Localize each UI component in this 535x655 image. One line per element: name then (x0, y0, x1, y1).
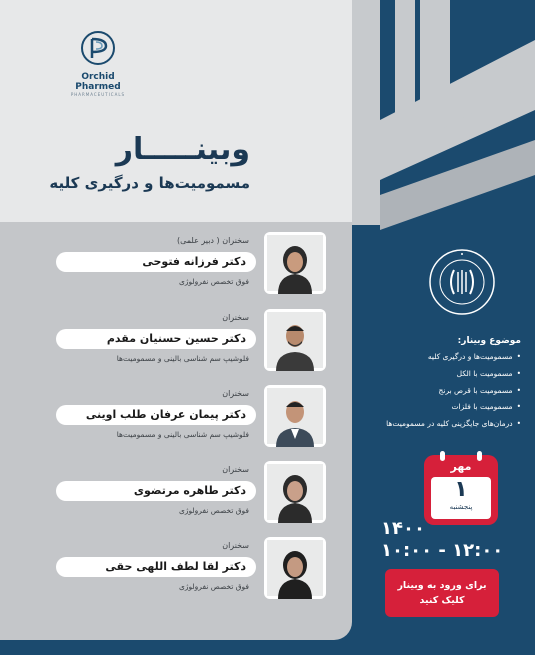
speaker-card (0, 385, 352, 455)
nephrology-society-logo (428, 248, 496, 316)
speaker-description: فوق تخصص نفرولوژی (179, 277, 249, 286)
person-icon (264, 461, 326, 523)
speaker-name: دکتر فرزانه فتوحی (142, 255, 246, 268)
topic-item: • مسمومیت با فلزات (371, 402, 521, 412)
topic-item: • مسمومیت با قرص برنج (371, 386, 521, 396)
calendar-day-box (431, 477, 491, 519)
speaker-name: دکتر پیمان عرفان طلب اوینی (85, 408, 246, 421)
speaker-role: سخنران (222, 465, 249, 474)
brand-tagline: PHARMACEUTICALS (70, 92, 126, 97)
topics-list (371, 352, 521, 436)
speaker-role: سخنران (222, 541, 249, 550)
topic-item: • درمان‌های جایگزینی کلیه در مسمومیت‌ها (371, 419, 521, 429)
speaker-photo (264, 309, 326, 371)
brand-logo (58, 30, 138, 97)
speaker-description: فلوشیپ سم شناسی بالینی و مسمومیت‌ها (116, 430, 249, 439)
speaker-photo (264, 385, 326, 447)
speaker-photo (264, 537, 326, 599)
calendar-weekday: پنجشنبه (449, 503, 473, 511)
speaker-card (0, 309, 352, 379)
speaker-card (0, 537, 352, 607)
join-webinar-button[interactable] (385, 569, 499, 617)
speaker-description: فلوشیپ سم شناسی بالینی و مسمومیت‌ها (116, 354, 249, 363)
join-webinar-label: برای ورود به وبینار (397, 580, 487, 591)
topic-item: • مسمومیت‌ها و درگیری کلیه (371, 352, 521, 362)
calendar-day: ۱ (454, 477, 468, 502)
speaker-description: فوق تخصص نفرولوژی (179, 582, 249, 591)
speaker-name: دکتر طاهره مرتضوی (133, 484, 246, 497)
speaker-name-pill (56, 405, 256, 425)
speaker-name-pill (56, 557, 256, 577)
speaker-photo (264, 461, 326, 523)
orchid-logo-icon (80, 30, 116, 66)
speaker-name-pill (56, 481, 256, 501)
person-icon (264, 309, 326, 371)
speaker-name: دکتر حسین حسنیان مقدم (106, 332, 246, 345)
person-icon (264, 385, 326, 447)
speaker-name-pill (56, 252, 256, 272)
brand-name: Orchid Pharmed (75, 72, 121, 92)
person-icon (264, 537, 326, 599)
speaker-name: دکتر لقا لطف اللهی حقی (105, 560, 246, 573)
speaker-photo (264, 232, 326, 294)
speaker-role: سخنران ( دبیر علمی) (177, 236, 249, 245)
person-icon (264, 232, 326, 294)
topics-title: موضوع وبینار: (457, 336, 521, 346)
speaker-name-pill (56, 329, 256, 349)
page-title: وبینـــــار (115, 132, 250, 167)
calendar-month: مهر (450, 460, 472, 473)
page-subtitle: مسمومیت‌ها و درگیری کلیه (49, 174, 250, 192)
topic-item: • مسمومیت با الکل (371, 369, 521, 379)
speaker-role: سخنران (222, 313, 249, 322)
event-year: ۱۴۰۰ (381, 518, 425, 539)
event-time: ۱۰:۰۰ - ۱۲:۰۰ (381, 540, 504, 561)
speaker-card (0, 461, 352, 531)
speaker-description: فوق تخصص نفرولوژی (179, 506, 249, 515)
join-webinar-sublabel: کلیک کنید (419, 595, 465, 606)
speaker-role: سخنران (222, 389, 249, 398)
date-calendar (424, 455, 498, 525)
speaker-card (0, 232, 352, 302)
